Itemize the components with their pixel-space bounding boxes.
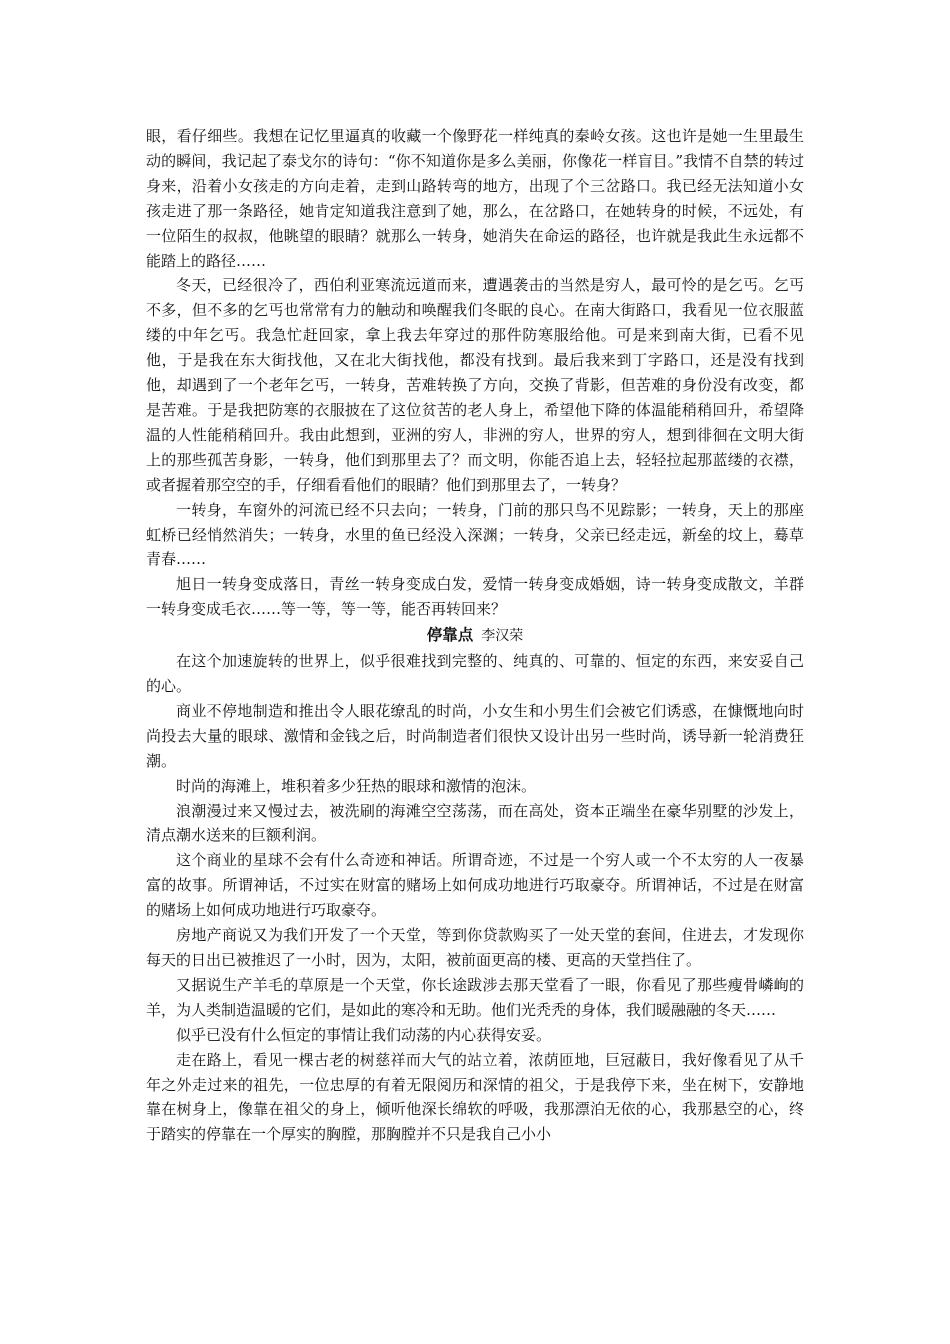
paragraph: 似乎已没有什么恒定的事情让我们动荡的内心获得安妥。: [176, 1025, 552, 1044]
paragraph: 一转身，车窗外的河流已经不只去向；一转身，门前的那只鸟不见踪影；一转身，天上的那座虹桥已经悄然消失；一转身，水里的鱼已经没入深渊；一转身，父亲已经走远，新垒的坟上，蓦草青春……: [146, 500, 804, 569]
paragraph: 又据说生产羊毛的草原是一个天堂，你长途跋涉去那天堂看了一眼，你看见了那些瘦骨嶙峋的羊，为人类制造温暖的它们，是如此的寒冷和无助。他们光秃秃的身体，我们暖融融的冬天……: [146, 975, 804, 1019]
paragraph: 在这个加速旋转的世界上，似乎很难找到完整的、纯真的、可靠的、恒定的东西，来安妥自己的心。: [146, 652, 804, 696]
essay-section-stopping-point: [146, 622, 804, 1147]
paragraph: 眼，看仔细些。我想在记忆里逼真的收藏一个像野花一样纯真的秦岭女孩。这也许是她一生里最生动的瞬间，我记起了泰戈尔的诗句：“你不知道你是多么美丽，你像花一样盲目。”我情不自禁的转过身来，沿着小女孩走的方向走着，走到山路转弯的地方，出现了个三岔路口。我已经无法知道小女孩走进了那一条路径，她肯定知道我注意到了她，那么，在岔路口，在她转身的时候，不远处，有一位陌生的叔叔，他眺望的眼睛？就那么一转身，她消失在命运的路径，也许就是我此生永远都不能踏上的路径……: [146, 127, 804, 270]
paragraph: 冬天，已经很冷了，西伯利亚寒流远道而来，遭遇袭击的当然是穷人，最可怜的是乞丐。乞丐不多，但不多的乞丐也常常有力的触动和唤醒我们冬眠的良心。在南大街路口，我看见一位衣服蓝缕的中年乞丐。我急忙赶回家，拿上我去年穿过的那件防寒服给他。可是来到南大街，已看不见他，于是我在东大街找他，又在北大街找他，都没有找到。最后我来到丁字路口，还是没有找到他，却遇到了一个老年乞丐，一转身，苦难转换了方向，交换了背影，但苦难的身份没有改变，都是苦难。于是我把防寒的衣服披在了这位贫苦的老人身上，希望他下降的体温能稍稍回升，希望降温的人性能稍稍回升。我由此想到，亚洲的穷人，非洲的穷人，世界的穷人，想到徘徊在文明大街上的那些孤苦身影，一转身，他们到那里去了？而文明，你能否追上去，轻轻拉起那蓝缕的衣襟，或者握着那空空的手，仔细看看他们的眼睛？他们到那里去了，一转身？: [146, 276, 804, 494]
paragraph: 走在路上，看见一棵古老的树慈祥而大气的站立着，浓荫匝地，巨冠蔽日，我好像看见了从千年之外走过来的祖先，一位忠厚的有着无限阅历和深情的祖父，于是我停下来，坐在树下，安静地靠在树身上，像靠在祖父的身上，倾听他深长绵软的呼吸，我那漂泊无依的心，我那悬空的心，终于踏实的停靠在一个厚实的胸膛，那胸膛并不只是我自己小小: [146, 1050, 804, 1144]
essay-title: 停靠点: [426, 625, 474, 645]
paragraph: 旭日一转身变成落日，青丝一转身变成白发，爱情一转身变成婚姻，诗一转身变成散文，羊群一转身变成毛衣……等一等，等一等，能否再转回来？: [146, 575, 804, 619]
paragraph: 时尚的海滩上，堆积着多少狂热的眼球和激情的泡沫。: [176, 776, 537, 795]
essay-section-turning: [146, 124, 804, 622]
paragraph: 浪潮漫过来又慢过去，被洗刷的海滩空空荡荡，而在高处，资本正端坐在豪华别墅的沙发上，清点潮水送来的巨额利润。: [146, 801, 804, 845]
paragraph: 这个商业的星球不会有什么奇迹和神话。所谓奇迹，不过是一个穷人或一个不太穷的人一夜暴富的故事。所谓神话，不过实在财富的赌场上如何成功地进行巧取豪夺。所谓神话，不过是在财富的赌场上如何成功地进行巧取豪夺。: [146, 851, 804, 920]
article-body: [146, 124, 804, 1147]
paragraph: 房地产商说又为我们开发了一个天堂，等到你贷款购买了一处天堂的套间，住进去，才发现你每天的日出已被推迟了一小时，因为，太阳，被前面更高的楼、更高的天堂挡住了。: [146, 926, 804, 969]
essay-author: 李汉荣: [481, 628, 524, 645]
essay-heading: [146, 622, 804, 649]
paragraph: 商业不停地制造和推出令人眼花缭乱的时尚，小女生和小男生们会被它们诱惑，在慷慨地向时尚投去大量的眼球、激情和金钱之后，时尚制造者们很快又设计出另一些时尚，诱导新一轮消费狂潮。: [146, 701, 804, 770]
